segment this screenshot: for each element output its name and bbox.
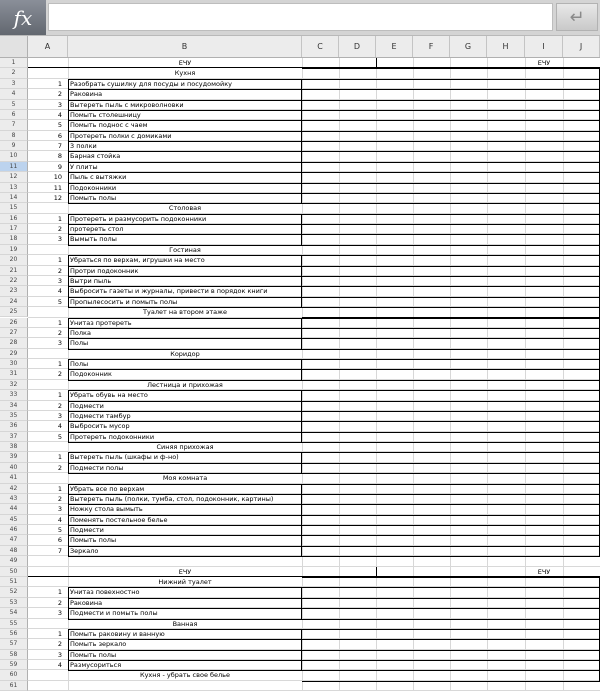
- column-header-i[interactable]: I: [525, 36, 563, 57]
- task-number-cell[interactable]: 7: [57, 546, 62, 555]
- row-header[interactable]: 34: [0, 401, 28, 411]
- row-header[interactable]: 13: [0, 183, 28, 193]
- row-header[interactable]: 35: [0, 411, 28, 421]
- task-number-cell[interactable]: 1: [57, 588, 62, 597]
- column-header-g[interactable]: G: [450, 36, 487, 57]
- section-title-cell[interactable]: Кухня - убрать свое белье: [139, 671, 231, 680]
- task-number-cell[interactable]: 4: [57, 661, 62, 670]
- week-divider: [376, 567, 377, 577]
- row-header[interactable]: 38: [0, 442, 28, 452]
- return-arrow-icon: ↵: [569, 6, 585, 28]
- task-text-cell[interactable]: Подмести полы: [70, 463, 124, 472]
- row-header[interactable]: 6: [0, 110, 28, 120]
- task-number-cell[interactable]: 2: [57, 90, 62, 99]
- section-title-cell[interactable]: Кухня: [174, 69, 196, 78]
- task-text-cell[interactable]: Вытереть пыль с микроволновки: [70, 100, 184, 109]
- row-header[interactable]: 49: [0, 556, 28, 566]
- task-number-cell[interactable]: 3: [57, 505, 62, 514]
- task-number-cell[interactable]: 2: [57, 640, 62, 649]
- task-text-cell[interactable]: Вытереть пыль (полки, тумба, стол, подоконник, картины): [70, 494, 274, 503]
- task-text-cell[interactable]: Помыть раковину и ванную: [70, 629, 165, 638]
- task-number-cell[interactable]: 1: [57, 79, 62, 88]
- task-number-cell[interactable]: 4: [57, 422, 62, 431]
- row-header[interactable]: 20: [0, 255, 28, 265]
- column-header-j[interactable]: J: [563, 36, 600, 57]
- task-text-cell[interactable]: Разобрать сушилку для посуды и посудомойку: [70, 79, 232, 88]
- column-header-f[interactable]: F: [413, 36, 450, 57]
- enter-button[interactable]: [556, 3, 598, 31]
- row-header[interactable]: 52: [0, 587, 28, 597]
- task-text-cell[interactable]: Выбросить газеты и журналы, привести в порядок книги: [70, 287, 268, 296]
- task-number-cell[interactable]: 2: [57, 266, 62, 275]
- week-header-left[interactable]: ЕЧУ: [178, 567, 192, 576]
- task-number-cell[interactable]: 5: [57, 121, 62, 130]
- task-number-cell[interactable]: 5: [57, 432, 62, 441]
- row-header[interactable]: 4: [0, 89, 28, 99]
- spreadsheet-grid[interactable]: [0, 58, 600, 691]
- row-header[interactable]: 26: [0, 318, 28, 328]
- task-number-cell[interactable]: 12: [53, 193, 62, 202]
- checkbox-row-border: [302, 670, 600, 681]
- section-title-cell[interactable]: Гостиная: [169, 245, 201, 254]
- row-header[interactable]: 39: [0, 452, 28, 462]
- row-header[interactable]: 59: [0, 660, 28, 670]
- row-header[interactable]: 57: [0, 639, 28, 649]
- column-header-c[interactable]: C: [302, 36, 339, 57]
- row-header[interactable]: 15: [0, 203, 28, 213]
- row-header[interactable]: 58: [0, 650, 28, 660]
- task-number-cell[interactable]: 3: [57, 411, 62, 420]
- column-header-e[interactable]: E: [376, 36, 413, 57]
- task-number-cell[interactable]: 9: [57, 162, 62, 171]
- section-title-cell[interactable]: Нижний туалет: [158, 578, 212, 586]
- week-header-right[interactable]: ЕЧУ: [537, 567, 551, 576]
- task-text-cell[interactable]: Подмести: [70, 401, 104, 410]
- task-text-cell[interactable]: Подоконники: [70, 183, 117, 192]
- task-text-cell[interactable]: Подмести и помыть полы: [70, 609, 158, 618]
- row-header[interactable]: 25: [0, 307, 28, 317]
- row-header[interactable]: 46: [0, 525, 28, 535]
- task-text-cell[interactable]: 3 полки: [70, 142, 97, 151]
- column-header-bar: [0, 36, 600, 58]
- formula-input[interactable]: [48, 3, 553, 31]
- task-text-cell[interactable]: Вытереть пыль (шкафы и ф-но): [70, 453, 179, 462]
- task-text-cell[interactable]: Помыть полы: [70, 536, 117, 545]
- task-text-cell[interactable]: Протереть подоконники: [70, 432, 155, 441]
- task-text-cell[interactable]: Протереть полки с домиками: [70, 131, 172, 140]
- row-header[interactable]: 37: [0, 432, 28, 442]
- task-number-cell[interactable]: 10: [53, 173, 62, 182]
- row-header[interactable]: 60: [0, 670, 28, 680]
- column-header-h[interactable]: H: [487, 36, 525, 57]
- section-title-cell[interactable]: Синяя прихожая: [156, 443, 214, 452]
- task-number-cell[interactable]: 3: [57, 609, 62, 618]
- row-header[interactable]: 61: [0, 681, 28, 691]
- row-header[interactable]: 7: [0, 120, 28, 130]
- section-title-cell[interactable]: Коридор: [170, 349, 200, 358]
- formula-bar: [0, 0, 600, 36]
- task-text-cell[interactable]: Помыть столешницу: [70, 110, 141, 119]
- task-number-cell[interactable]: 5: [57, 526, 62, 535]
- task-text-cell[interactable]: У плиты: [70, 162, 98, 171]
- row-header[interactable]: 3: [0, 79, 28, 89]
- task-number-cell[interactable]: 2: [57, 370, 62, 379]
- section-title-cell[interactable]: Лестница и прихожая: [147, 380, 223, 389]
- row-header[interactable]: 51: [0, 577, 28, 587]
- row-header[interactable]: 55: [0, 619, 28, 629]
- row-header[interactable]: 24: [0, 297, 28, 307]
- task-number-cell[interactable]: 3: [57, 235, 62, 244]
- task-text-cell[interactable]: Помыть поднос с чаем: [70, 121, 148, 130]
- task-text-cell[interactable]: Убраться по верхам, игрушки на место: [70, 256, 205, 265]
- row-header[interactable]: 2: [0, 68, 28, 78]
- task-number-cell[interactable]: 2: [57, 225, 62, 234]
- task-text-cell[interactable]: Зеркало: [70, 546, 99, 555]
- task-text-cell[interactable]: Убрать все по верхам: [70, 484, 145, 493]
- task-text-cell[interactable]: Убрать обувь на место: [70, 391, 148, 400]
- row-header[interactable]: 42: [0, 484, 28, 494]
- task-text-cell[interactable]: Раковина: [70, 598, 103, 607]
- week-divider: [376, 58, 377, 68]
- row-header[interactable]: 8: [0, 131, 28, 141]
- task-number-cell[interactable]: 5: [57, 297, 62, 306]
- task-text-cell[interactable]: Подмести тамбур: [70, 411, 131, 420]
- task-number-cell[interactable]: 1: [57, 453, 62, 462]
- row-header[interactable]: 9: [0, 141, 28, 151]
- row-header[interactable]: 23: [0, 286, 28, 296]
- task-number-cell[interactable]: 4: [57, 110, 62, 119]
- task-text-cell[interactable]: Помыть полы: [70, 650, 117, 659]
- checkbox-row-border: [302, 546, 600, 557]
- task-text-cell[interactable]: Пыль с вытяжки: [70, 173, 127, 182]
- task-text-cell[interactable]: Помыть зеркало: [70, 640, 127, 649]
- task-text-cell[interactable]: Ножку стола вымыть: [70, 505, 143, 514]
- task-number-cell[interactable]: 1: [57, 360, 62, 369]
- function-button[interactable]: [0, 0, 46, 35]
- row-header[interactable]: 31: [0, 369, 28, 379]
- task-number-cell[interactable]: 11: [53, 183, 62, 192]
- task-number-cell[interactable]: 3: [57, 276, 62, 285]
- task-text-cell[interactable]: Размусориться: [70, 661, 122, 670]
- row-header[interactable]: 36: [0, 421, 28, 431]
- fx-icon: fx: [13, 5, 33, 30]
- task-number-cell[interactable]: 7: [57, 142, 62, 151]
- row-header[interactable]: 45: [0, 515, 28, 525]
- task-number-cell[interactable]: 8: [57, 152, 62, 161]
- row-header[interactable]: 11: [0, 162, 28, 172]
- task-text-cell[interactable]: Унитаз повехностно: [70, 588, 140, 597]
- row-header[interactable]: 5: [0, 100, 28, 110]
- row-header[interactable]: 44: [0, 504, 28, 514]
- column-header-d[interactable]: D: [339, 36, 376, 57]
- row-header[interactable]: 50: [0, 567, 28, 577]
- section-title-cell[interactable]: Туалет на втором этаже: [143, 308, 227, 317]
- task-number-cell[interactable]: 2: [57, 494, 62, 503]
- row-header[interactable]: 32: [0, 380, 28, 390]
- task-number-cell[interactable]: 2: [57, 401, 62, 410]
- column-header-a[interactable]: A: [28, 36, 68, 57]
- row-header[interactable]: 47: [0, 535, 28, 545]
- task-number-cell[interactable]: 1: [57, 318, 62, 327]
- task-text-cell[interactable]: Барная стойка: [70, 152, 121, 161]
- task-text-cell[interactable]: Вымыть полы: [70, 235, 117, 244]
- row-header[interactable]: 28: [0, 338, 28, 348]
- row-header[interactable]: 43: [0, 494, 28, 504]
- task-text-cell[interactable]: Подоконник: [70, 370, 112, 379]
- row-header[interactable]: 1: [0, 58, 28, 68]
- task-text-cell[interactable]: Вытри пыль: [70, 276, 112, 285]
- task-number-cell[interactable]: 3: [57, 339, 62, 348]
- task-number-cell[interactable]: 1: [57, 214, 62, 223]
- task-number-cell[interactable]: 3: [57, 100, 62, 109]
- task-text-cell[interactable]: Поменять постельное белье: [70, 515, 168, 524]
- row-header[interactable]: 29: [0, 349, 28, 359]
- task-number-cell[interactable]: 3: [57, 650, 62, 659]
- task-number-cell[interactable]: 2: [57, 463, 62, 472]
- week-header-left[interactable]: ЕЧУ: [178, 59, 192, 67]
- section-title-cell[interactable]: Ванная: [172, 619, 198, 628]
- week-header-right[interactable]: ЕЧУ: [537, 59, 551, 67]
- row-header[interactable]: 30: [0, 359, 28, 369]
- task-text-cell[interactable]: Помыть полы: [70, 193, 117, 202]
- row-header[interactable]: 10: [0, 151, 28, 161]
- section-title-cell[interactable]: Столовая: [168, 204, 202, 213]
- task-number-cell[interactable]: 4: [57, 515, 62, 524]
- task-text-cell[interactable]: Унитаз протереть: [70, 318, 132, 327]
- task-number-cell[interactable]: 1: [57, 256, 62, 265]
- row-header[interactable]: 54: [0, 608, 28, 618]
- task-number-cell[interactable]: 6: [57, 536, 62, 545]
- task-number-cell[interactable]: 2: [57, 598, 62, 607]
- task-text-cell[interactable]: Подмести: [70, 526, 104, 535]
- task-number-cell[interactable]: 1: [57, 391, 62, 400]
- task-text-cell[interactable]: протереть стол: [70, 225, 124, 234]
- row-header[interactable]: 21: [0, 266, 28, 276]
- task-cell-border: [68, 546, 302, 557]
- section-title-cell[interactable]: Моя комната: [162, 474, 208, 483]
- task-number-cell[interactable]: 1: [57, 629, 62, 638]
- task-text-cell[interactable]: Полы: [70, 339, 89, 348]
- row-header[interactable]: 22: [0, 276, 28, 286]
- task-text-cell[interactable]: Выбросить мусор: [70, 422, 130, 431]
- row-header[interactable]: 16: [0, 214, 28, 224]
- row-header[interactable]: 12: [0, 172, 28, 182]
- task-text-cell[interactable]: Пропылесосить и помыть полы: [70, 297, 178, 306]
- row-header[interactable]: 48: [0, 546, 28, 556]
- row-header[interactable]: 19: [0, 245, 28, 255]
- row-header[interactable]: 33: [0, 390, 28, 400]
- column-header-b[interactable]: B: [68, 36, 302, 57]
- row-header[interactable]: 40: [0, 463, 28, 473]
- number-cell-border: [66, 546, 69, 557]
- task-number-cell[interactable]: 2: [57, 328, 62, 337]
- row-header[interactable]: 53: [0, 598, 28, 608]
- select-all-corner[interactable]: [0, 36, 28, 57]
- row-header[interactable]: 17: [0, 224, 28, 234]
- task-text-cell[interactable]: Раковина: [70, 90, 103, 99]
- row-header[interactable]: 18: [0, 234, 28, 244]
- task-number-cell[interactable]: 4: [57, 287, 62, 296]
- task-number-cell[interactable]: 1: [57, 484, 62, 493]
- row-header[interactable]: 41: [0, 473, 28, 483]
- task-text-cell[interactable]: Протри подоконник: [70, 266, 139, 275]
- row-header[interactable]: 27: [0, 328, 28, 338]
- task-number-cell[interactable]: 6: [57, 131, 62, 140]
- row-header[interactable]: 56: [0, 629, 28, 639]
- task-text-cell[interactable]: Протереть и размусорить подоконники: [70, 214, 207, 223]
- row-header[interactable]: 14: [0, 193, 28, 203]
- task-text-cell[interactable]: Полы: [70, 360, 89, 369]
- task-text-cell[interactable]: Полка: [70, 328, 91, 337]
